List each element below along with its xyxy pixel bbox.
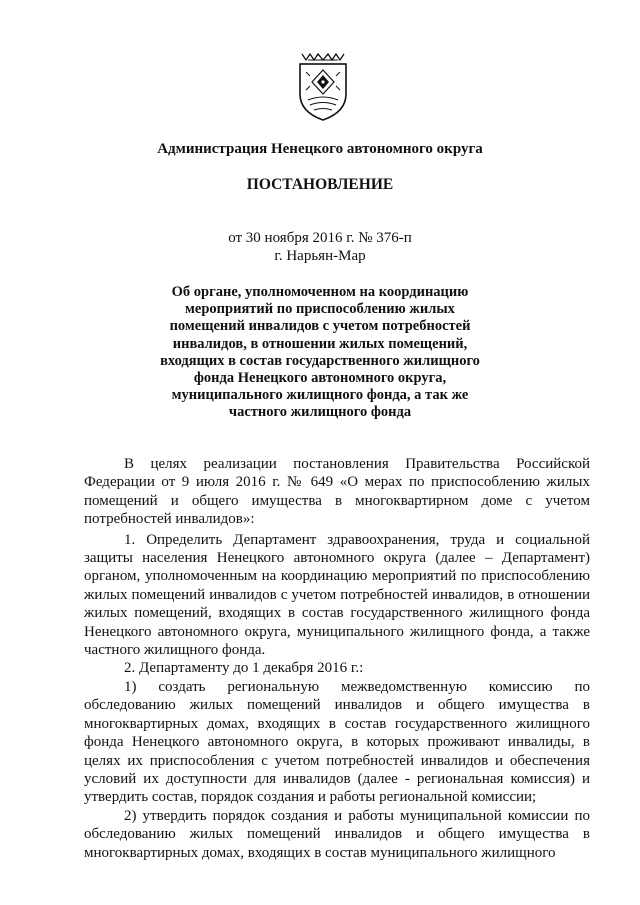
paragraph-preamble: В целях реализации постановления Правительства Российской Федерации от 9 июля 2016 г. № 649 «О мерах по приспособлению жилых помещений и общего имущества в многоквартирном доме с учетом потребностей инвалидов»: [84, 456, 590, 528]
document-title: Об органе, уполномоченном на координацию мероприятий по приспособлению жилых помещений инвалидов с учетом потребностей инвалидов, в отношении жилых помещений, входящих в состав государственного жилищного фонда Ненецкого автономного округа, муниципального жилищного фонда, а так же частного жилищного фонда [160, 284, 480, 421]
document-type: ПОСТАНОВЛЕНИЕ [246, 176, 394, 193]
document-city: г. Нарьян-Мар [274, 248, 366, 264]
document-date-number: от 30 ноября 2016 г. № 376-п [228, 230, 412, 246]
coat-of-arms-emblem [296, 50, 350, 122]
organization-name: Администрация Ненецкого автономного округа [157, 141, 483, 157]
paragraph-2-1: 1) создать региональную межведомственную комиссию по обследованию жилых помещений инвалидов и общего имущества в многоквартирных домах, входящих в состав государственного жилищного фонда Ненецкого автономного округа, в которых проживают инвалиды, в целях их приспособления с учетом потребностей инвалидов и обеспечения условий их доступности для инвалидов (далее - региональная комиссия) и утвердить состав, порядок создания и работы региональной комиссии; [84, 678, 590, 806]
paragraph-2-2: 2) утвердить порядок создания и работы муниципальной комиссии по обследованию жилых помещений инвалидов и общего имущества в многоквартирных домах, входящих в состав муниципального жилищного [84, 807, 590, 861]
document-body [84, 455, 590, 862]
paragraph-1: 1. Определить Департамент здравоохранения, труда и социальной защиты населения Ненецкого автономного округа (далее – Департамент) органом, уполномоченным на координацию мероприятий по приспособлению жилых помещений инвалидов с учетом потребностей инвалидов, в отношении жилых помещений, входящих в состав государственного жилищного фонда Ненецкого автономного округа, муниципального жилищного фонда, а также частного жилищного фонда. [84, 531, 590, 659]
paragraph-2: 2. Департаменту до 1 декабря 2016 г.: [124, 660, 364, 677]
